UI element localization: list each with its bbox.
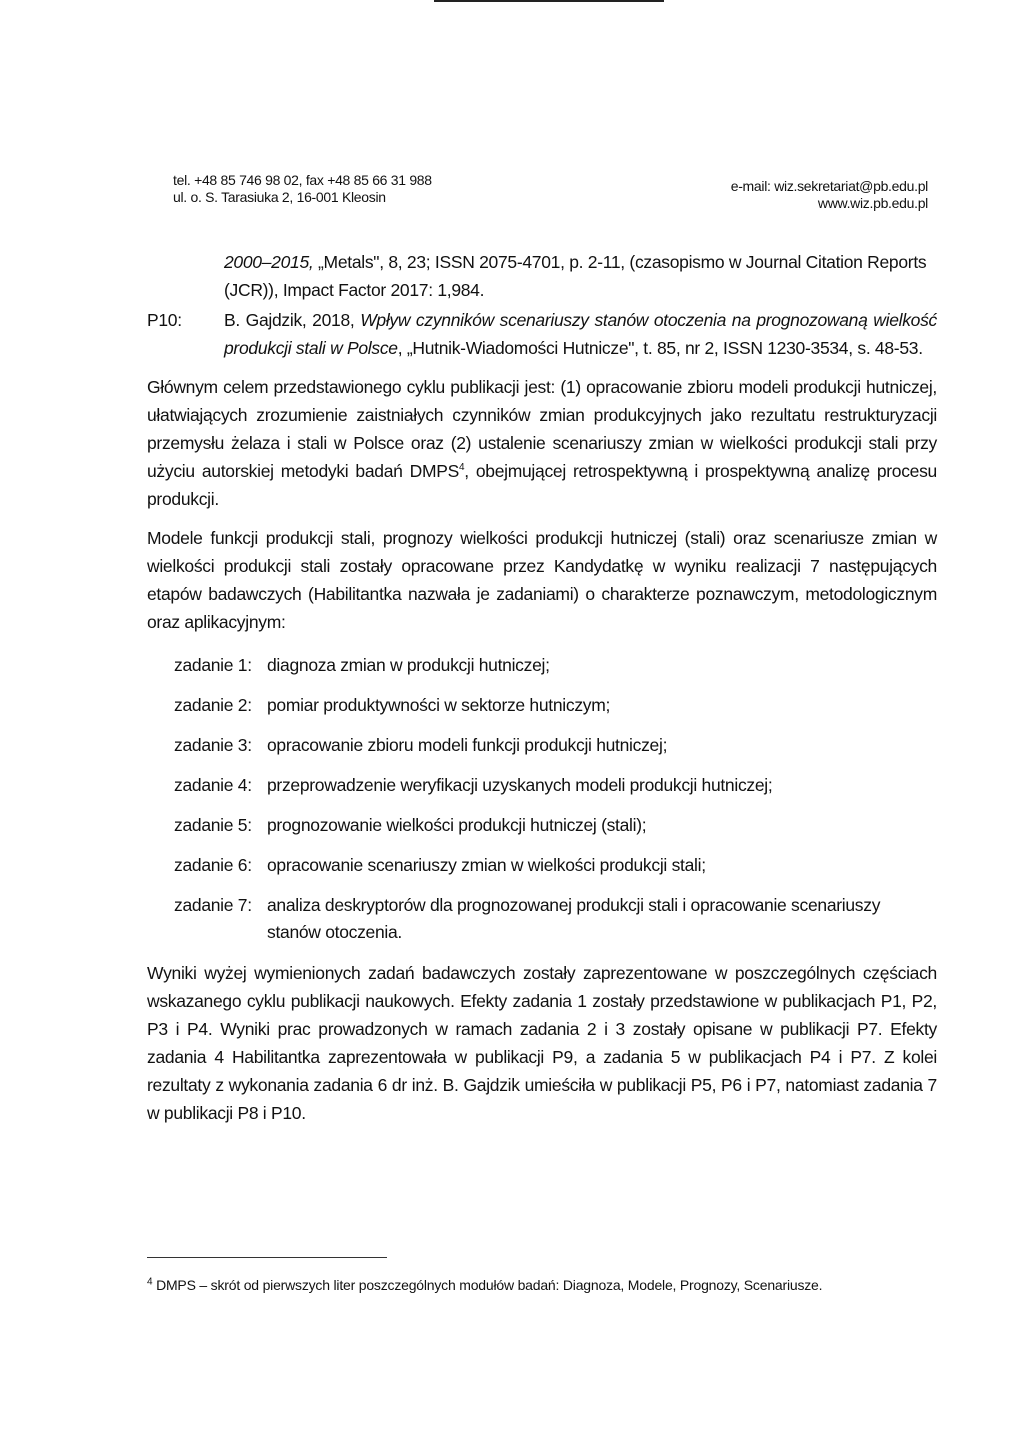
footnote-ref-mark: 4 [458,462,465,474]
reference-continuation [224,248,937,304]
list-item [174,892,937,946]
list-item [174,812,937,839]
paragraph-models: Modele funkcji produkcji stali, prognozy wielkości produkcji hutniczej (stali) oraz scenariusze zmian w wielkości produkcji stali zostały opracowane przez Kandydatkę w wyniku realizacji 7 następujących etapów badawczych (Habilitantka nazwała je zadaniami) o charakterze poznawczym, metodologicznym oraz aplikacyjnym: [147,528,937,632]
top-edge-line [434,0,664,2]
reference-journal: , „Hutnik-Wiadomości Hutnicze", t. 85, nr 2, ISSN 1230-3534, s. 48-53. [397,338,923,358]
footnote-divider [147,1257,387,1258]
list-item [174,852,937,879]
task-list [174,652,937,946]
task-text: prognozowanie wielkości produkcji hutniczej (stali); [267,815,647,835]
task-label: zadanie 7: [174,895,252,915]
list-item [174,732,937,759]
task-text: opracowanie zbioru modeli funkcji produkcji hutniczej; [267,735,668,755]
reference-title: Wpływ czynników scenariuszy stanów otoczenia na prognozowaną wielkość produkcji stali w Polsce [224,310,937,358]
header-email: e-mail: wiz.sekretariat@pb.edu.pl [730,178,928,194]
footnote-mark: 4 [147,1276,153,1288]
reference-years: 2000–2015, [224,252,314,272]
task-text: opracowanie scenariuszy zmian w wielkości produkcji stali; [267,855,706,875]
task-label: zadanie 5: [174,815,252,835]
header-contact-right [731,178,928,212]
paragraph-main-goal-text: Głównym celem przedstawionego cyklu publikacji jest: (1) opracowanie zbioru modeli produkcji hutniczej, ułatwiających zrozumienie zaistniałych czynników zmian produkcyjnych jako rezultatu restrukturyzacji przemysłu żelaza i stali w Polsce oraz (2) ustalenie scenariuszy zmian w wielkości produkcji stali przy użyciu autorskiej metodyki badań DMPS [147,377,937,481]
task-text: pomiar produktywności w sektorze hutniczym; [267,695,611,715]
paragraph-main-goal-text-end: , obejmującej retrospektywną i prospektywną analizę procesu produkcji. [147,461,937,509]
header-address: ul. o. S. Tarasiuka 2, 16-001 Kleosin [173,189,386,205]
document-body [147,248,937,1127]
task-text: analiza deskryptorów dla prognozowanej produkcji stali i opracowanie scenariuszy stanów otoczenia. [267,895,881,942]
task-text: przeprowadzenie weryfikacji uzyskanych modeli produkcji hutniczej; [267,775,773,795]
task-label: zadanie 1: [174,655,252,675]
list-item [174,692,937,719]
list-item [174,772,937,799]
header-contact-left [173,172,432,206]
task-text: diagnoza zmian w produkcji hutniczej; [267,655,550,675]
task-label: zadanie 6: [174,855,252,875]
reference-author: B. Gajdzik, 2018, [224,310,361,330]
footnote-text: DMPS – skrót od pierwszych liter poszczególnych modułów badań: Diagnoza, Modele, Prognozy, Scenariusze. [152,1277,823,1293]
task-label: zadanie 4: [174,775,252,795]
reference-label: P10: [147,310,182,330]
header-website: www.wiz.pb.edu.pl [817,195,928,211]
task-label: zadanie 3: [174,735,252,755]
footnote [147,1276,947,1294]
reference-details: „Metals", 8, 23; ISSN 2075-4701, p. 2-11, (czasopismo w Journal Citation Reports (JCR)), Impact Factor 2017: 1,984. [224,252,927,300]
header-phone-fax: tel. +48 85 746 98 02, fax +48 85 66 31 988 [173,172,432,188]
list-item [174,652,937,679]
reference-body [224,306,937,362]
reference-p10 [147,306,937,362]
paragraph-main-goal [147,373,937,513]
paragraph-results: Wyniki wyżej wymienionych zadań badawczych zostały zaprezentowane w poszczególnych częściach wskazanego cyklu publikacji naukowych. Efekty zadania 1 zostały przedstawione w publikacjach P1, P2, P3 i P4. Wyniki prac prowadzonych w ramach zadania 2 i 3 zostały opisane w publikacji P7. Efekty zadania 4 Habilitantka zaprezentowała w publikacji P9, a zadania 5 w publikacjach P4 i P7. Z kolei rezultaty z wykonania zadania 6 dr inż. B. Gajdzik umieściła w publikacji P5, P6 i P7, natomiast zadania 7 w publikacji P8 i P10. [147,963,937,1123]
task-label: zadanie 2: [174,695,252,715]
